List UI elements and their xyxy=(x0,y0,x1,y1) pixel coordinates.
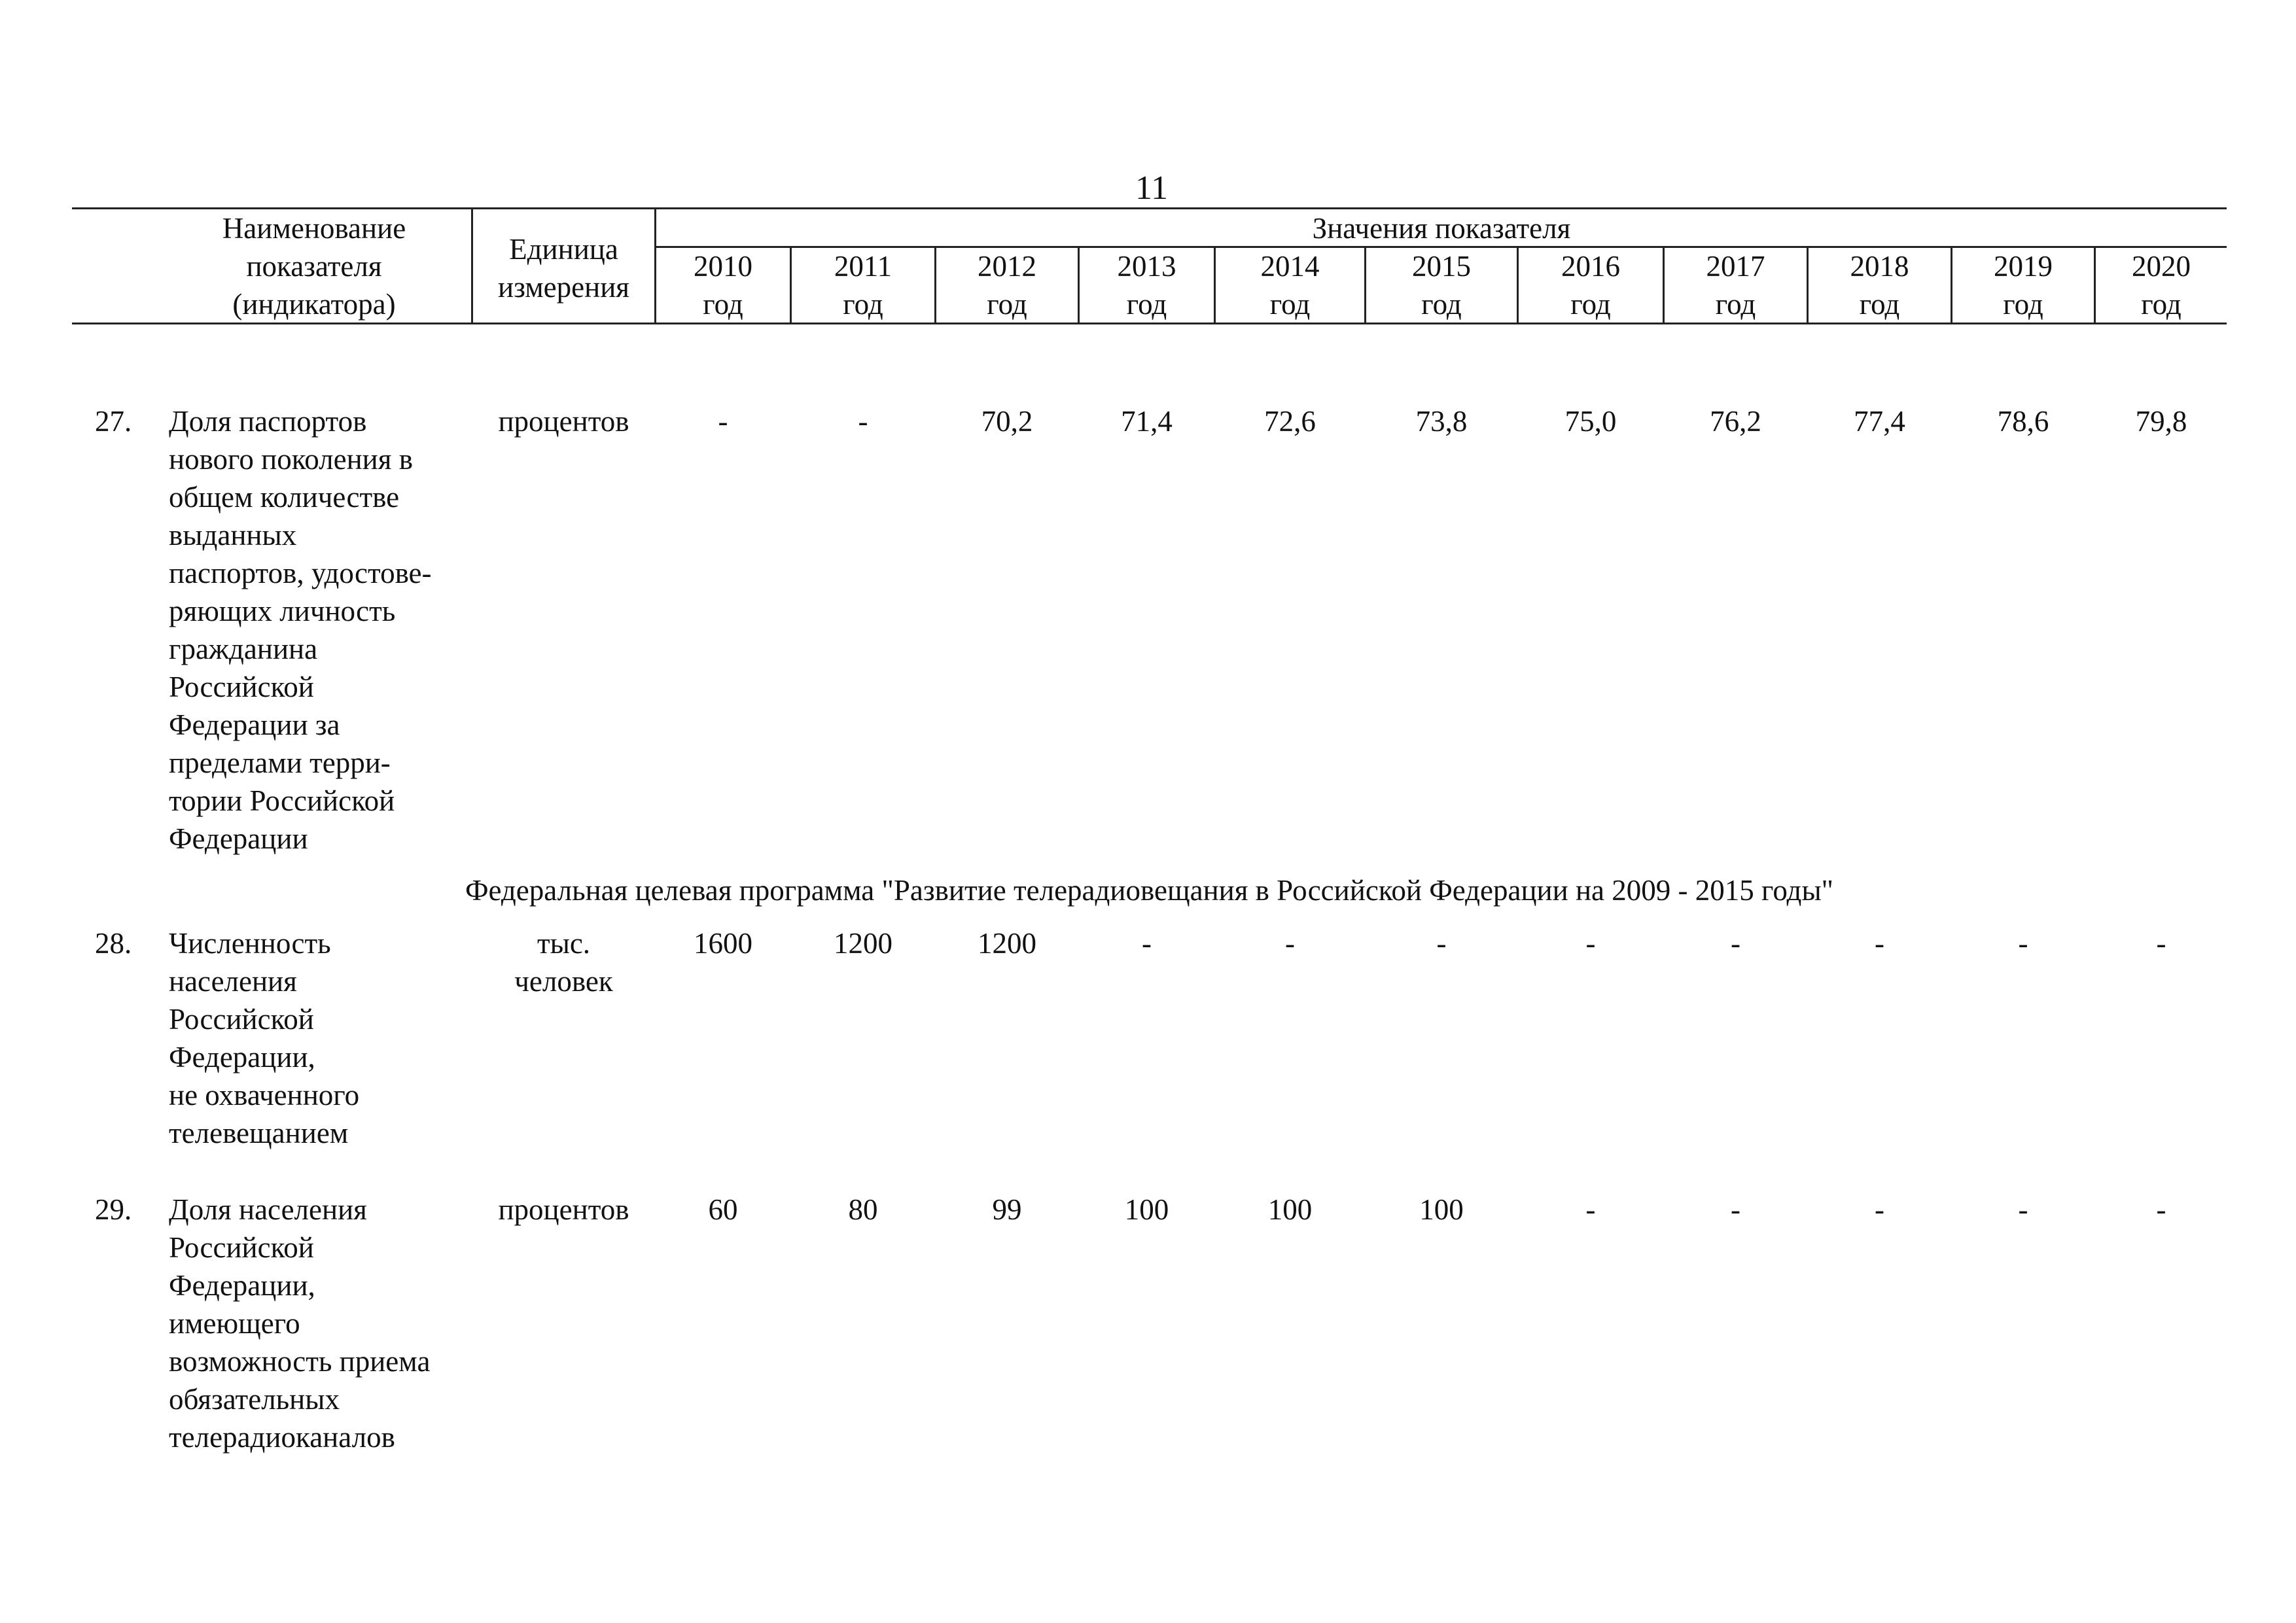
row-unit: процентов xyxy=(498,1193,629,1226)
page-number: 11 xyxy=(1135,169,1169,207)
value-cell: 79,8 xyxy=(2135,405,2187,438)
row-unit: процентов xyxy=(498,405,629,438)
row-name: Доля паспортов нового поколения в общем количестве выданных паспортов, удостове- ряющих личность гражданина Российской Федерации за пределами терри- тории Российской Федерации xyxy=(169,405,432,855)
year-header: 2017 xyxy=(1706,250,1765,283)
value-cell: - xyxy=(1436,927,1447,960)
values-header-title: Значения показателя xyxy=(1312,212,1571,245)
year-header: 2013 xyxy=(1117,250,1176,283)
row-name: Доля населения Российской Федерации, имеющего возможность приема обязательных телерадиоканалов xyxy=(169,1193,431,1454)
year-header: 2019 xyxy=(1994,250,2053,283)
year-header: 2011 xyxy=(834,250,892,283)
value-cell: 1200 xyxy=(978,927,1036,960)
value-cell: - xyxy=(1285,927,1295,960)
header-unit-line: Единица xyxy=(509,233,618,266)
value-cell: 100 xyxy=(1419,1193,1464,1226)
row-number: 29. xyxy=(95,1193,132,1226)
value-cell: 80 xyxy=(848,1193,878,1226)
row-number: 28. xyxy=(95,927,132,960)
value-cell: 78,6 xyxy=(1997,405,2049,438)
year-header: 2012 xyxy=(978,250,1036,283)
row-number: 27. xyxy=(95,405,132,438)
header-name-line: (индикатора) xyxy=(232,288,396,321)
year-header-suffix: год xyxy=(703,288,743,321)
value-cell: 70,2 xyxy=(981,405,1033,438)
value-cell: 72,6 xyxy=(1264,405,1316,438)
value-cell: - xyxy=(1875,1193,1884,1226)
year-header-suffix: год xyxy=(987,288,1027,321)
value-cell: 77,4 xyxy=(1854,405,1905,438)
year-header-suffix: год xyxy=(2003,288,2043,321)
year-header-suffix: год xyxy=(1570,288,1611,321)
year-header-suffix: год xyxy=(1126,288,1167,321)
value-cell: 75,0 xyxy=(1564,405,1617,438)
year-header-suffix: год xyxy=(1269,288,1311,321)
year-header: 2015 xyxy=(1412,250,1471,283)
year-header-suffix: год xyxy=(1421,288,1462,321)
value-cell: - xyxy=(2018,927,2028,960)
value-cell: - xyxy=(2156,927,2166,960)
year-header-suffix: год xyxy=(2141,288,2181,321)
year-header-suffix: год xyxy=(843,288,883,321)
value-cell: - xyxy=(1585,927,1596,960)
value-cell: 73,8 xyxy=(1415,405,1468,438)
year-header-suffix: год xyxy=(1715,288,1756,321)
value-cell: - xyxy=(1731,927,1740,960)
value-cell: - xyxy=(1875,927,1884,960)
value-cell: - xyxy=(2156,1193,2166,1226)
value-cell: - xyxy=(718,405,728,438)
value-cell: 99 xyxy=(992,1193,1022,1226)
value-cell: - xyxy=(2018,1193,2028,1226)
year-header: 2016 xyxy=(1561,250,1620,283)
value-cell: 71,4 xyxy=(1121,405,1173,438)
header-name-line: Наименование xyxy=(222,212,406,245)
value-cell: 1200 xyxy=(834,927,892,960)
value-cell: - xyxy=(1731,1193,1740,1226)
year-header: 2010 xyxy=(694,250,752,283)
value-cell: 60 xyxy=(708,1193,738,1226)
year-header: 2014 xyxy=(1260,250,1320,283)
header-name-line: показателя xyxy=(246,250,382,283)
year-header: 2020 xyxy=(2132,250,2191,283)
value-cell: 100 xyxy=(1267,1193,1313,1226)
header-unit-line: измерения xyxy=(497,271,629,304)
row-unit: тыс. человек xyxy=(514,927,613,998)
value-cell: - xyxy=(1585,1193,1596,1226)
value-cell: - xyxy=(858,405,868,438)
section-title: Федеральная целевая программа "Развитие телерадиовещания в Российской Федерации на 2009 - 2015 годы" xyxy=(465,874,1834,907)
year-header: 2018 xyxy=(1850,250,1909,283)
year-header-suffix: год xyxy=(1859,288,1900,321)
row-name: Численность населения Российской Федерации, не охваченного телевещанием xyxy=(169,927,360,1149)
value-cell: 1600 xyxy=(694,927,752,960)
value-cell: 100 xyxy=(1124,1193,1169,1226)
value-cell: - xyxy=(1142,927,1152,960)
value-cell: 76,2 xyxy=(1710,405,1761,438)
